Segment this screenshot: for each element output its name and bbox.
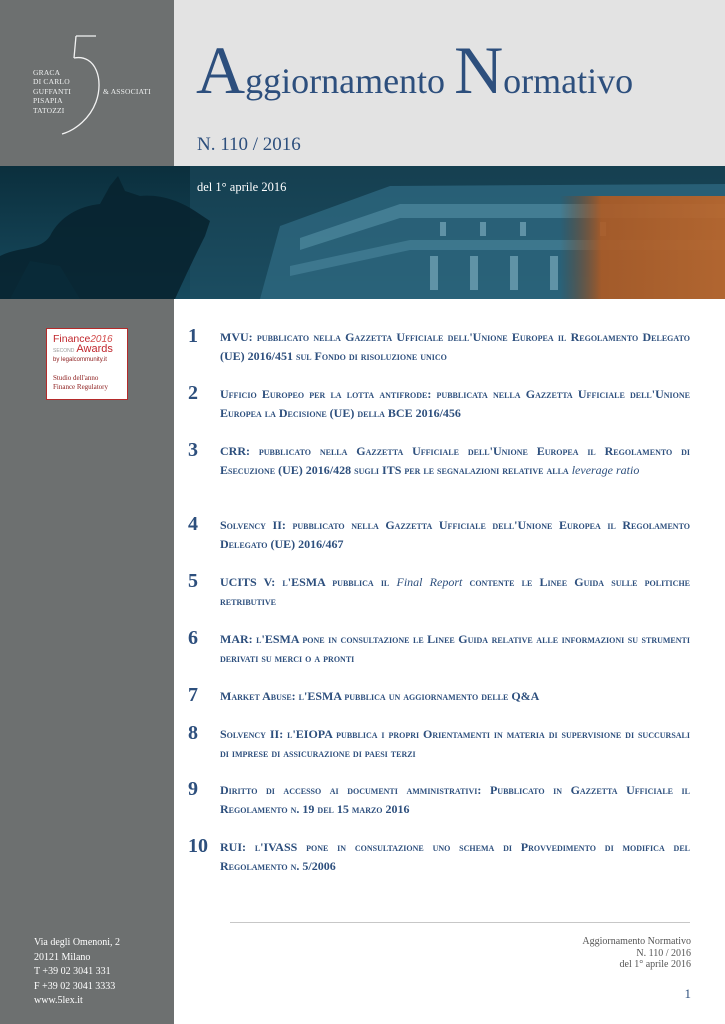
- header-banner-image: [0, 166, 725, 299]
- page-number: 1: [684, 986, 691, 1001]
- page-title: Aggiornamento Normativo: [196, 32, 634, 108]
- award-badge: Finance2016 SECOND Awards by legalcommunity.it Studio dell'anno Finance Regulatory: [46, 328, 128, 400]
- website-link[interactable]: www.5lex.it: [34, 995, 83, 1006]
- footer-issue-info: Aggiornamento Normativo N. 110 / 2016 del 1° aprile 2016: [582, 936, 691, 970]
- issue-date: del 1° aprile 2016: [197, 180, 287, 194]
- firm-associates: & ASSOCIATI: [103, 87, 151, 96]
- firm-names: GRACA DI CARLO GUFFANTI PISAPIA TATOZZI: [33, 68, 72, 115]
- footer-divider: [230, 922, 690, 923]
- issue-number: N. 110 / 2016: [197, 134, 301, 155]
- firm-logo: [0, 0, 174, 166]
- firm-address: Via degli Omenoni, 2 20121 Milano T +39 02 3041 331 F +39 02 3041 3333 www.5lex.it: [34, 936, 120, 1009]
